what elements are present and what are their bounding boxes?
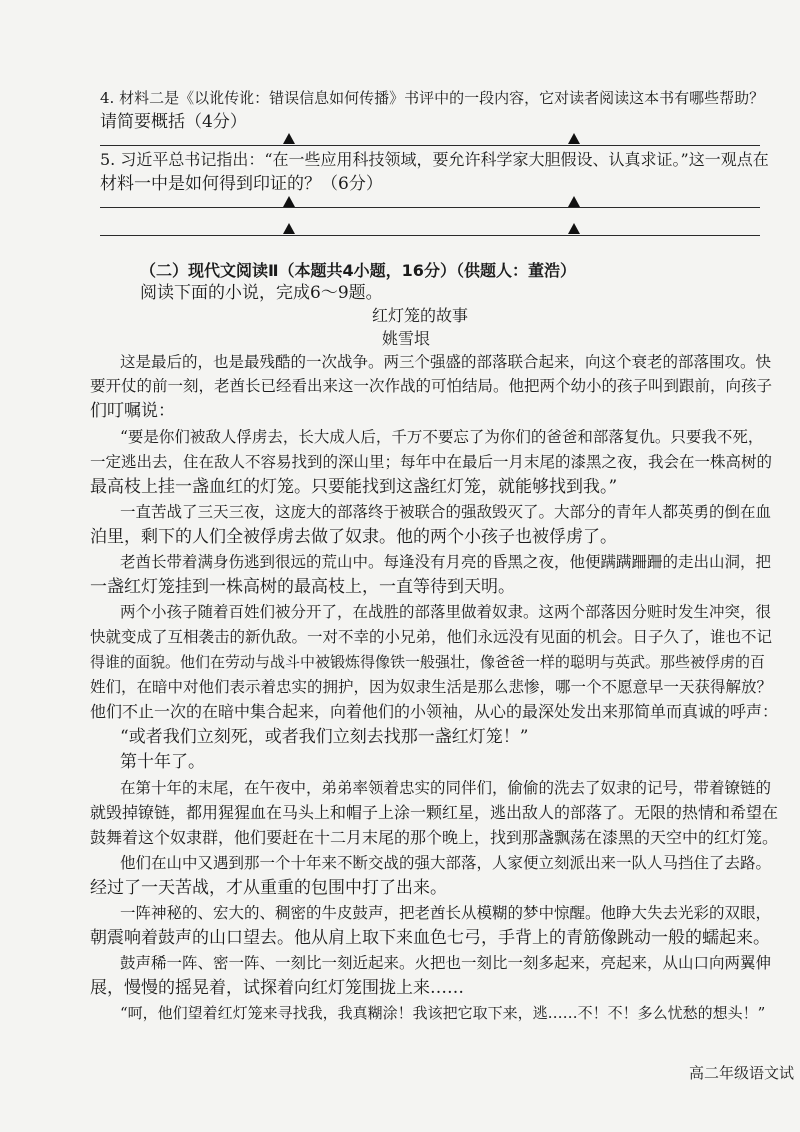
story-line: 最高枝上挂一盏血红的灯笼。只要能找到这盏红灯笼，就能够找到我。” bbox=[90, 477, 618, 497]
answer-line bbox=[100, 235, 760, 236]
story-line: 展，慢慢的摇晃着，试探着向红灯笼围拢上来…… bbox=[90, 978, 464, 998]
story-line: 快就变成了互相袭击的新仇敌。一对不幸的小兄弟，他们永远没有见面的机会。日子久了，谁也不记 bbox=[90, 628, 773, 646]
story-line: 两个小孩子随着百姓们被分开了，在战胜的部落里做着奴隶。这两个部落因分赃时发生冲突，很 bbox=[120, 603, 772, 621]
story-line: 一定逃出去，住在敌人不容易找到的深山里；每年中在最后一月末尾的漆黑之夜，我会在一株高树的 bbox=[90, 453, 773, 471]
question-4-line-2: 请简要概括（4分） bbox=[100, 112, 247, 132]
answer-marker-triangle bbox=[568, 223, 580, 234]
story-line: 朝震响着鼓声的山口望去。他从肩上取下来血色七弓，手背上的青筋像跳动一般的蠕起来。 bbox=[90, 928, 770, 948]
story-line: 泊里，剩下的人们全被俘虏去做了奴隶。他的两个小孩子也被俘虏了。 bbox=[90, 527, 617, 547]
story-line: “呵，他们望着红灯笼来寻找我，我真糊涂！我该把它取下来，逃……不！不！多么忧愁的想头！” bbox=[120, 1004, 766, 1022]
story-line: 在第十年的末尾，在午夜中，弟弟率领着忠实的同伴们，偷偷的洗去了奴隶的记号，带着镣链的 bbox=[120, 779, 772, 797]
story-line: 们叮嘱说： bbox=[90, 401, 175, 421]
section-instruction: 阅读下面的小说，完成6～9题。 bbox=[140, 283, 383, 303]
story-line: 这是最后的，也是最残酷的一次战争。两三个强盛的部落联合起来，向这个衰老的部落围攻。快 bbox=[120, 353, 772, 371]
story-line: 得谁的面貌。他们在劳动与战斗中被锻炼得像铁一般强壮，像爸爸一样的聪明与英武。那些被俘虏的百 bbox=[90, 653, 766, 671]
story-title: 红灯笼的故事 bbox=[372, 306, 469, 325]
story-line: 老酋长带着满身伤逃到很远的荒山中。每逢没有月亮的昏黑之夜，他便蹒蹒跚跚的走出山洞，把 bbox=[120, 553, 772, 571]
question-5-line-1: 5. 习近平总书记指出：“在一些应用科技领域，要允许科学家大胆假设、认真求证。”这一观点在 bbox=[100, 150, 769, 169]
answer-marker-triangle bbox=[283, 223, 295, 234]
story-author: 姚雪垠 bbox=[382, 329, 431, 348]
answer-marker-triangle bbox=[283, 133, 295, 144]
story-line: 鼓舞着这个奴隶群，他们要赶在十二月末尾的那个晚上，找到那盏飘荡在漆黑的天空中的红灯笼。 bbox=[90, 828, 779, 847]
question-4-line-1: 4. 材料二是《以讹传讹：错误信息如何传播》书评中的一段内容，它对读者阅读这本书有哪些帮助？ bbox=[100, 89, 765, 107]
story-line: 一阵神秘的、宏大的、稠密的牛皮鼓声，把老酋长从模糊的梦中惊醒。他睁大失去光彩的双眼， bbox=[120, 904, 772, 922]
story-line: 他们在山中又遇到那一个十年来不断交战的强大部落，人家便立刻派出来一队人马挡住了去路。 bbox=[120, 854, 772, 872]
page-footer: 高二年级语文试 bbox=[688, 1064, 794, 1082]
answer-line bbox=[100, 207, 760, 208]
story-line: “或者我们立刻死，或者我们立刻去找那一盏红灯笼！” bbox=[120, 727, 529, 747]
story-line: 姓们，在暗中对他们表示着忠实的拥护，因为奴隶生活是那么悲惨，哪一个不愿意早一天获得解放？ bbox=[90, 678, 773, 696]
story-line: 就毁掉镣链，都用猩猩血在马头上和帽子上涂一颗红星，逃出敌人的部落了。无限的热情和希望在 bbox=[90, 803, 779, 822]
story-line: 一盏红灯笼挂到一株高树的最高枝上，一直等待到天明。 bbox=[90, 577, 515, 597]
section-heading: （二）现代文阅读Ⅱ（本题共4小题，16分）（供题人：董浩） bbox=[140, 261, 576, 280]
story-line: 要开仗的前一刻，老酋长已经看出来这一次作战的可怕结局。他把两个幼小的孩子叫到跟前，向孩子 bbox=[90, 377, 773, 395]
story-line: “要是你们被敌人俘虏去，长大成人后，千万不要忘了为你们的爸爸和部落复仇。只要我不死， bbox=[120, 428, 764, 446]
story-line: 经过了一天苦战，才从重重的包围中打了出来。 bbox=[90, 878, 447, 898]
question-5-line-2: 材料一中是如何得到印证的？（6分） bbox=[100, 174, 383, 194]
story-line: 第十年了。 bbox=[120, 752, 205, 772]
answer-line bbox=[100, 145, 760, 146]
story-line: 一直苦战了三天三夜，这庞大的部落终于被联合的强敌毁灭了。大部分的青年人都英勇的倒在血 bbox=[120, 503, 772, 521]
answer-marker-triangle bbox=[568, 133, 580, 144]
story-line: 鼓声稀一阵、密一阵、一刻比一刻近起来。火把也一刻比一刻多起来，亮起来，从山口向两翼伸 bbox=[120, 954, 772, 972]
answer-marker-triangle bbox=[568, 196, 580, 207]
story-line: 他们不止一次的在暗中集合起来，向着他们的小领袖，从心的最深处发出来那简单而真诚的呼声： bbox=[90, 702, 779, 721]
answer-marker-triangle bbox=[283, 196, 295, 207]
